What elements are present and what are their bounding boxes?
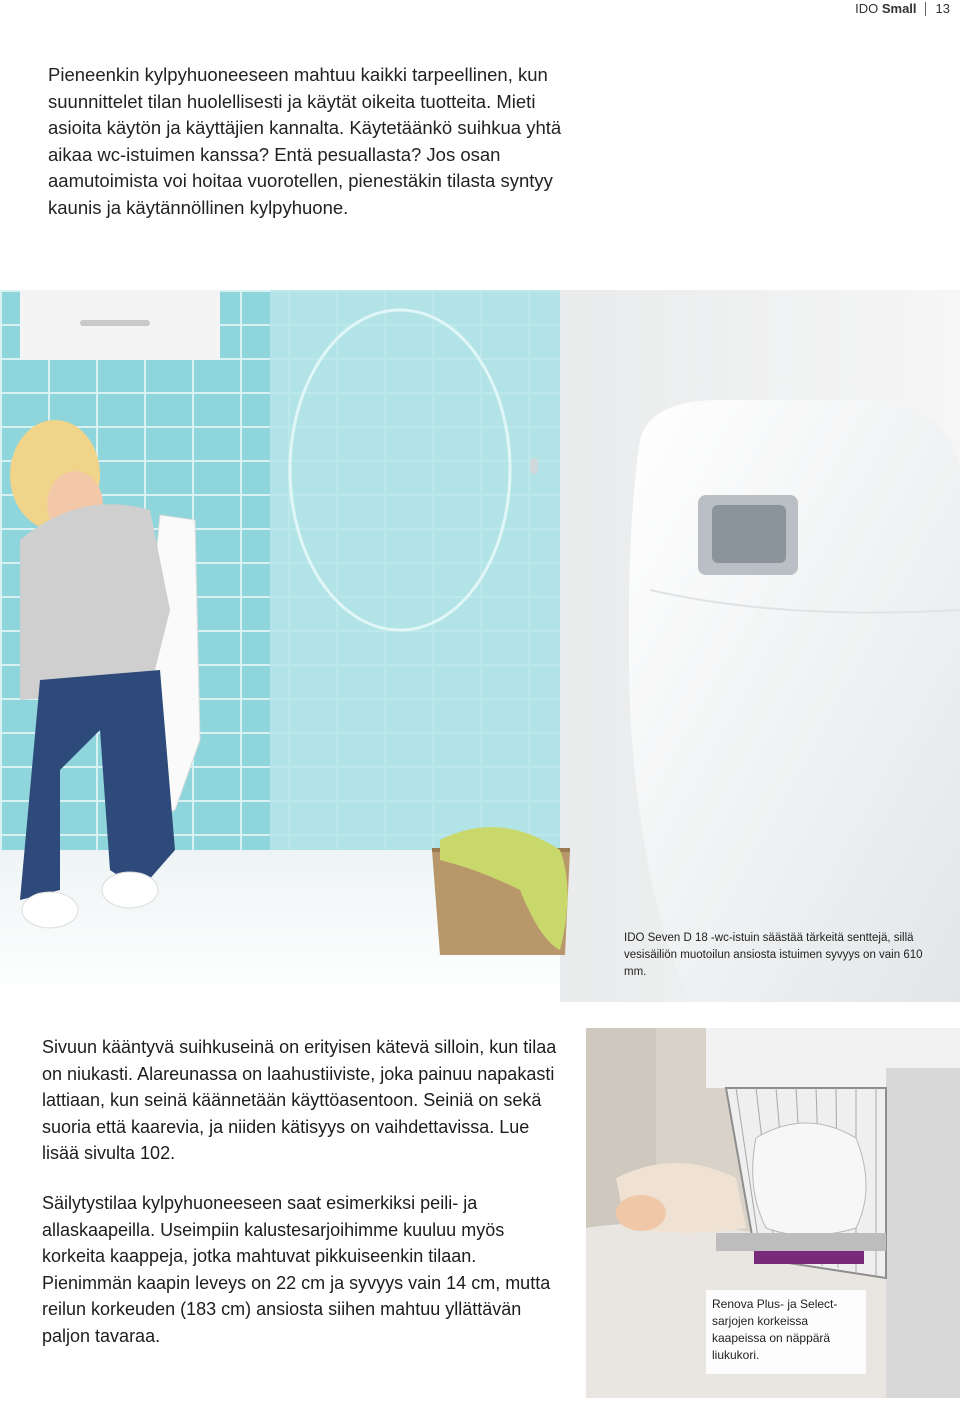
page-header [855,0,950,18]
cabinet-handle [80,320,150,326]
hero-caption: IDO Seven D 18 -wc-istuin säästää tärkeitä senttejä, sillä vesisäiliön muotoilun ansiosta istuimen syvyys on vain 610 mm. [624,932,923,978]
intro-paragraph: Pieneenkin kylpyhuoneeseen mahtuu kaikki tarpeellinen, kun suunnittelet tilan huolellisesti ja käytät oikeita tuotteita. Mieti asioita käytön ja käyttäjien kannalta. Käytetäänkö suihkua yhtä aikaa wc-istuimen kanssa? Entä pesuallasta? Jos osan aamutoimista voi hoitaa vuorotellen, pienestäkin tilasta syntyy kaunis ja käytännöllinen kylpyhuone. [48,64,562,218]
basket-rim [716,1233,886,1251]
shower-handle-icon [530,458,538,474]
woman-sock-right [102,872,158,908]
storage-paragraph: Säilytystilaa kylpyhuoneeseen saat esimerkiksi peili- ja allaskaapeilla. Useimpiin kalustesarjoihimme kuuluu myös korkeita kaappeja, jotka mahtuvat pikkuiseenkin tilaan. Pienimmän kaapin leveys on 22 cm ja syvyys vain 14 cm, mutta reilun korkeuden (183 cm) ansiosta siihen mahtuu yllättävän paljon tavaraa. [42,1193,551,1346]
cabinet-side [886,1068,960,1398]
shower-paragraph: Sivuun kääntyvä suihkuseinä on erityisen kätevä silloin, kun tilaa on niukasti. Alareunassa on laahustiiviste, joka painuu napakasti lattiaan, kun seinä käännetään käyttöasentoon. Seiniä on sekä suoria että kaarevia, ja niiden kätisyys on vaihdettavissa. Lue lisää sivulta 102. [42,1037,557,1163]
header-divider [925,2,926,16]
woman-shirt [20,504,170,700]
woman-sock-left [22,892,78,928]
page-number: 13 [935,1,950,16]
hero-photo-bathroom [0,290,960,1002]
brand-label: IDO Small [855,1,917,16]
hand [616,1195,666,1231]
toilet-tank [629,400,960,1002]
flush-button-icon [712,505,786,563]
drawer-caption: Renova Plus- ja Select-sarjojen korkeissa kaapeissa on näppärä liukukori. [712,1297,838,1362]
hero-illustration [0,290,960,1002]
folded-towel [753,1123,866,1236]
